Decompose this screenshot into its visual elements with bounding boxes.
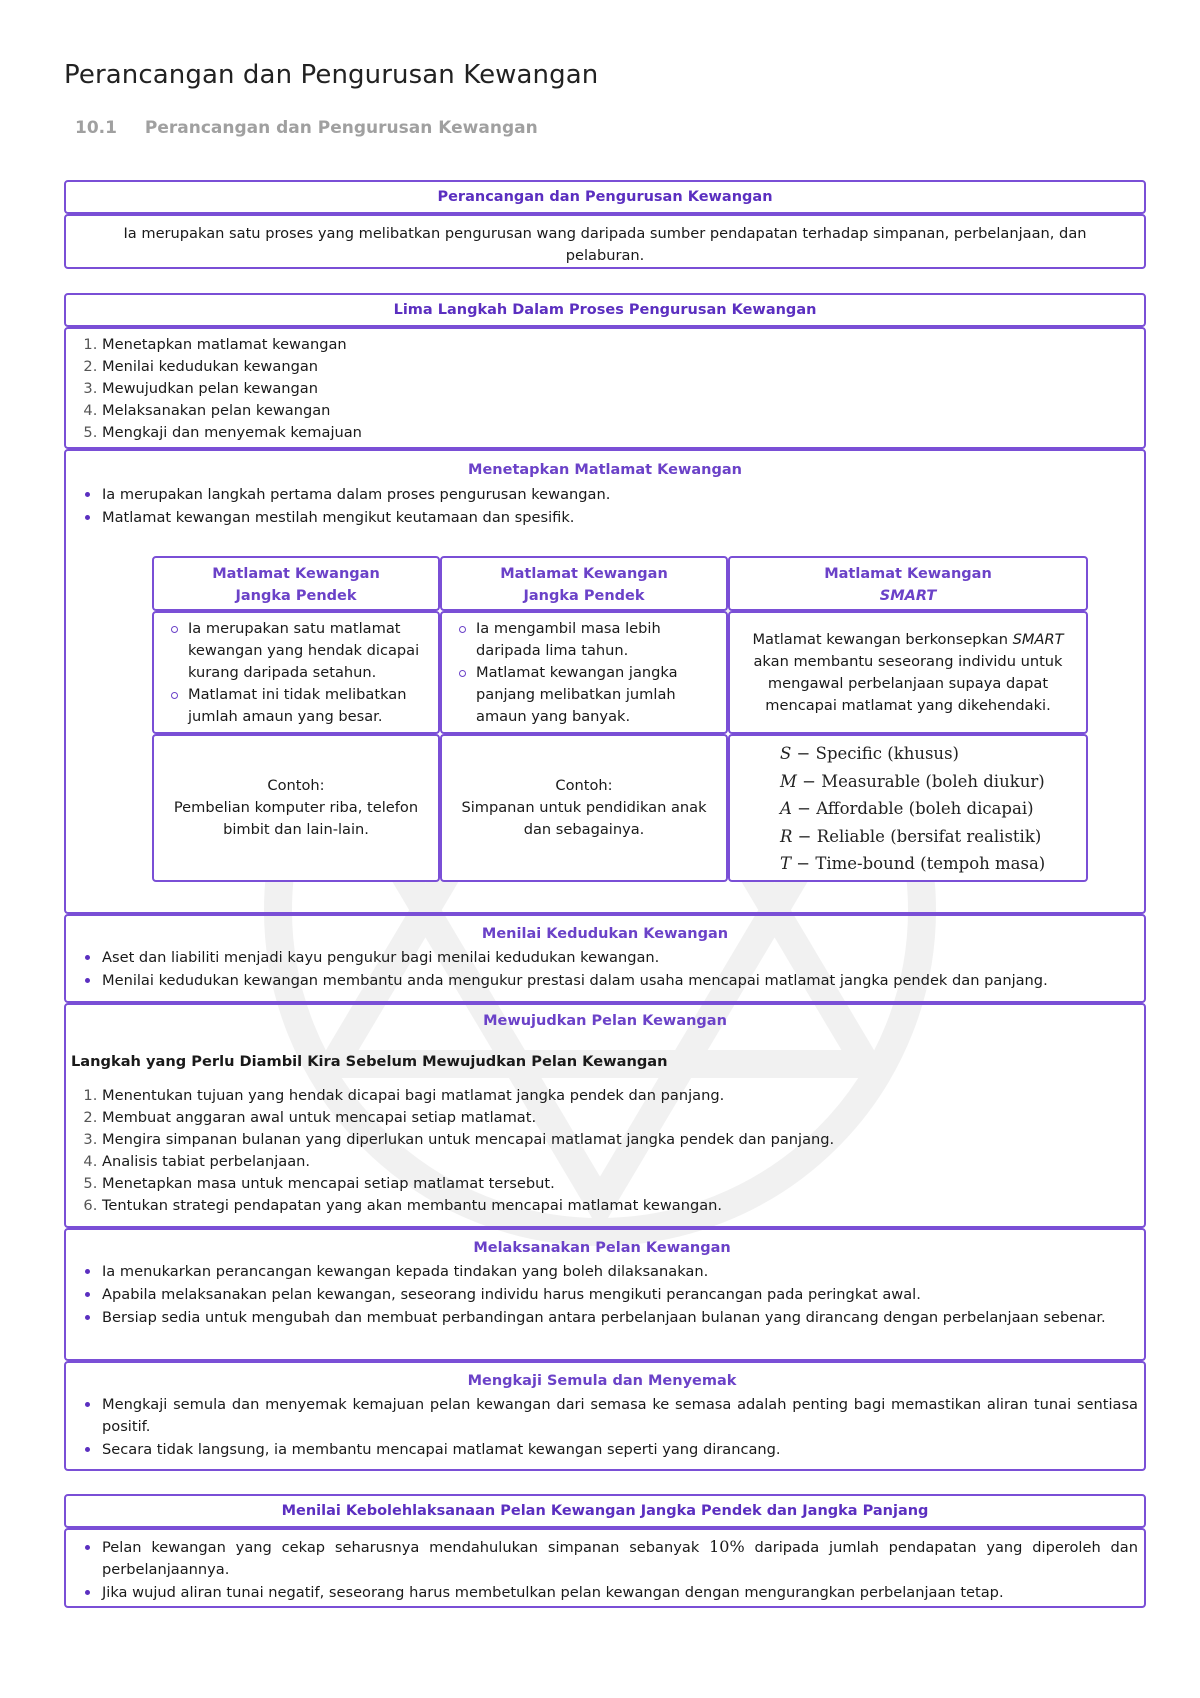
- short-term-points-list: [154, 618, 438, 728]
- short-term-header-line1: Matlamat Kewangan: [212, 566, 380, 582]
- five-steps-title-box: [64, 293, 1146, 327]
- list-item: • Matlamat kewangan mestilah mengikut keutamaan dan spesifik.: [102, 506, 1144, 529]
- smart-goal-description: [728, 611, 1088, 734]
- smart-description-text: Matlamat kewangan berkonsepkan SMART akan membantu seseorang individu untuk mengawal perbelanjaan supaya dapat mencapai matlamat yang dikehendaki.: [752, 631, 1064, 714]
- list-item: • Aset dan liabiliti menjadi kayu pengukur bagi menilai kedudukan kewangan.: [102, 946, 1144, 969]
- smart-header-line2: SMART: [879, 588, 937, 604]
- list-item: • Apabila melaksanakan pelan kewangan, seseorang individu harus mengikuti perancangan pada peringkat awal.: [102, 1283, 1138, 1306]
- long-term-header-line2: Jangka Pendek: [523, 588, 645, 604]
- review-bullets: [66, 1393, 1138, 1461]
- smart-item-r: R − Reliable (bersifat realistik): [780, 826, 1042, 846]
- create-plan-list: [66, 1085, 1144, 1217]
- long-term-points-list: [442, 618, 726, 728]
- assess-bullets: [66, 946, 1144, 992]
- definition-title: Perancangan dan Pengurusan Kewangan: [437, 189, 773, 205]
- list-item: • Menilai kedudukan kewangan membantu anda mengukur prestasi dalam usaha mencapai matlamat jangka pendek dan panjang.: [102, 969, 1144, 992]
- list-item: 4. Melaksanakan pelan kewangan: [102, 400, 1144, 422]
- short-term-goal-header: [152, 556, 440, 611]
- list-item: 3. Mengira simpanan bulanan yang diperlukan untuk mencapai matlamat jangka pendek dan panjang.: [102, 1129, 1144, 1151]
- set-goals-bullets: [66, 483, 1144, 529]
- list-item: 2. Membuat anggaran awal untuk mencapai setiap matlamat.: [102, 1107, 1144, 1129]
- review-box: [64, 1361, 1146, 1471]
- long-term-goal-points: [440, 611, 728, 734]
- short-term-example: [152, 734, 440, 882]
- smart-item-s: S − Specific (khusus): [780, 744, 959, 763]
- definition-title-box: [64, 180, 1146, 214]
- smart-breakdown: [728, 734, 1088, 882]
- definition-text: Ia merupakan satu proses yang melibatkan pengurusan wang daripada sumber pendapatan terhadap simpanan, perbelanjaan, dan pelaburan.: [123, 225, 1087, 264]
- list-item: • Jika wujud aliran tunai negatif, seseorang harus membetulkan pelan kewangan dengan mengurangkan perbelanjaan tetap.: [102, 1581, 1138, 1604]
- feasibility-title-box: [64, 1494, 1146, 1528]
- list-item: Ia mengambil masa lebih daripada lima tahun.: [476, 618, 726, 662]
- example-label: Contoh:: [555, 777, 613, 794]
- list-item: 1. Menentukan tujuan yang hendak dicapai bagi matlamat jangka pendek dan panjang.: [102, 1085, 1144, 1107]
- list-item: Matlamat kewangan jangka panjang melibatkan jumlah amaun yang banyak.: [476, 662, 726, 728]
- list-item: • Mengkaji semula dan menyemak kemajuan pelan kewangan dari semasa ke semasa adalah penting bagi memastikan aliran tunai sentiasa positif.: [102, 1393, 1138, 1438]
- page-title: Perancangan dan Pengurusan Kewangan: [64, 60, 599, 90]
- list-item: 5. Menetapkan masa untuk mencapai setiap matlamat tersebut.: [102, 1173, 1144, 1195]
- example-text: Pembelian komputer riba, telefon bimbit dan lain-lain.: [173, 799, 419, 838]
- section-number: 10.1: [75, 118, 117, 138]
- list-item: Ia merupakan satu matlamat kewangan yang hendak dicapai kurang daripada setahun.: [188, 618, 438, 684]
- definition-body-box: [64, 214, 1146, 269]
- list-item: 1. Menetapkan matlamat kewangan: [102, 334, 1144, 356]
- list-item: • Ia menukarkan perancangan kewangan kepada tindakan yang boleh dilaksanakan.: [102, 1260, 1138, 1283]
- list-item: 5. Mengkaji dan menyemak kemajuan: [102, 422, 1144, 444]
- section-heading: [75, 118, 538, 138]
- short-term-header-line2: Jangka Pendek: [235, 588, 357, 604]
- feasibility-title: Menilai Kebolehlaksanaan Pelan Kewangan Jangka Pendek dan Jangka Panjang: [281, 1503, 929, 1519]
- list-item: • Pelan kewangan yang cekap seharusnya mendahulukan simpanan sebanyak 10% daripada jumlah pendapatan yang diperoleh dan perbelanjaannya.: [102, 1536, 1138, 1581]
- implement-box: [64, 1228, 1146, 1361]
- example-text: Simpanan untuk pendidikan anak dan sebagainya.: [461, 799, 707, 838]
- list-item: 4. Analisis tabiat perbelanjaan.: [102, 1151, 1144, 1173]
- smart-item-m: M − Measurable (boleh diukur): [780, 771, 1045, 791]
- create-plan-subheading: Langkah yang Perlu Diambil Kira Sebelum Mewujudkan Pelan Kewangan: [71, 1053, 668, 1070]
- create-plan-box: [64, 1003, 1146, 1228]
- set-goals-title: Menetapkan Matlamat Kewangan: [468, 462, 742, 478]
- list-item: 6. Tentukan strategi pendapatan yang akan membantu mencapai matlamat kewangan.: [102, 1195, 1144, 1217]
- list-item: • Bersiap sedia untuk mengubah dan membuat perbandingan antara perbelanjaan bulanan yang dirancang dengan perbelanjaan sebenar.: [102, 1306, 1138, 1329]
- long-term-header-line1: Matlamat Kewangan: [500, 566, 668, 582]
- implement-title: Melaksanakan Pelan Kewangan: [473, 1240, 731, 1256]
- smart-header-line1: Matlamat Kewangan: [824, 566, 992, 582]
- assess-box: [64, 914, 1146, 1003]
- section-title: Perancangan dan Pengurusan Kewangan: [144, 118, 538, 138]
- five-steps-body-box: [64, 327, 1146, 449]
- five-steps-list: [66, 334, 1144, 444]
- short-term-goal-points: [152, 611, 440, 734]
- list-item: Matlamat ini tidak melibatkan jumlah amaun yang besar.: [188, 684, 438, 728]
- review-title: Mengkaji Semula dan Menyemak: [467, 1373, 737, 1389]
- feasibility-body-box: [64, 1528, 1146, 1608]
- smart-goal-header: [728, 556, 1088, 611]
- assess-title: Menilai Kedudukan Kewangan: [481, 926, 729, 942]
- long-term-goal-header: [440, 556, 728, 611]
- list-item: 2. Menilai kedudukan kewangan: [102, 356, 1144, 378]
- implement-bullets: [66, 1260, 1138, 1329]
- five-steps-title: Lima Langkah Dalam Proses Pengurusan Kewangan: [393, 302, 817, 318]
- smart-item-a: A − Affordable (boleh dicapai): [780, 799, 1034, 818]
- create-plan-title: Mewujudkan Pelan Kewangan: [483, 1013, 727, 1029]
- list-item: • Ia merupakan langkah pertama dalam proses pengurusan kewangan.: [102, 483, 1144, 506]
- feasibility-bullets: [66, 1536, 1138, 1604]
- long-term-example: [440, 734, 728, 882]
- list-item: 3. Mewujudkan pelan kewangan: [102, 378, 1144, 400]
- list-item: • Secara tidak langsung, ia membantu mencapai matlamat kewangan seperti yang dirancang.: [102, 1438, 1138, 1461]
- smart-item-t: T − Time-bound (tempoh masa): [780, 854, 1046, 873]
- example-label: Contoh:: [267, 777, 325, 794]
